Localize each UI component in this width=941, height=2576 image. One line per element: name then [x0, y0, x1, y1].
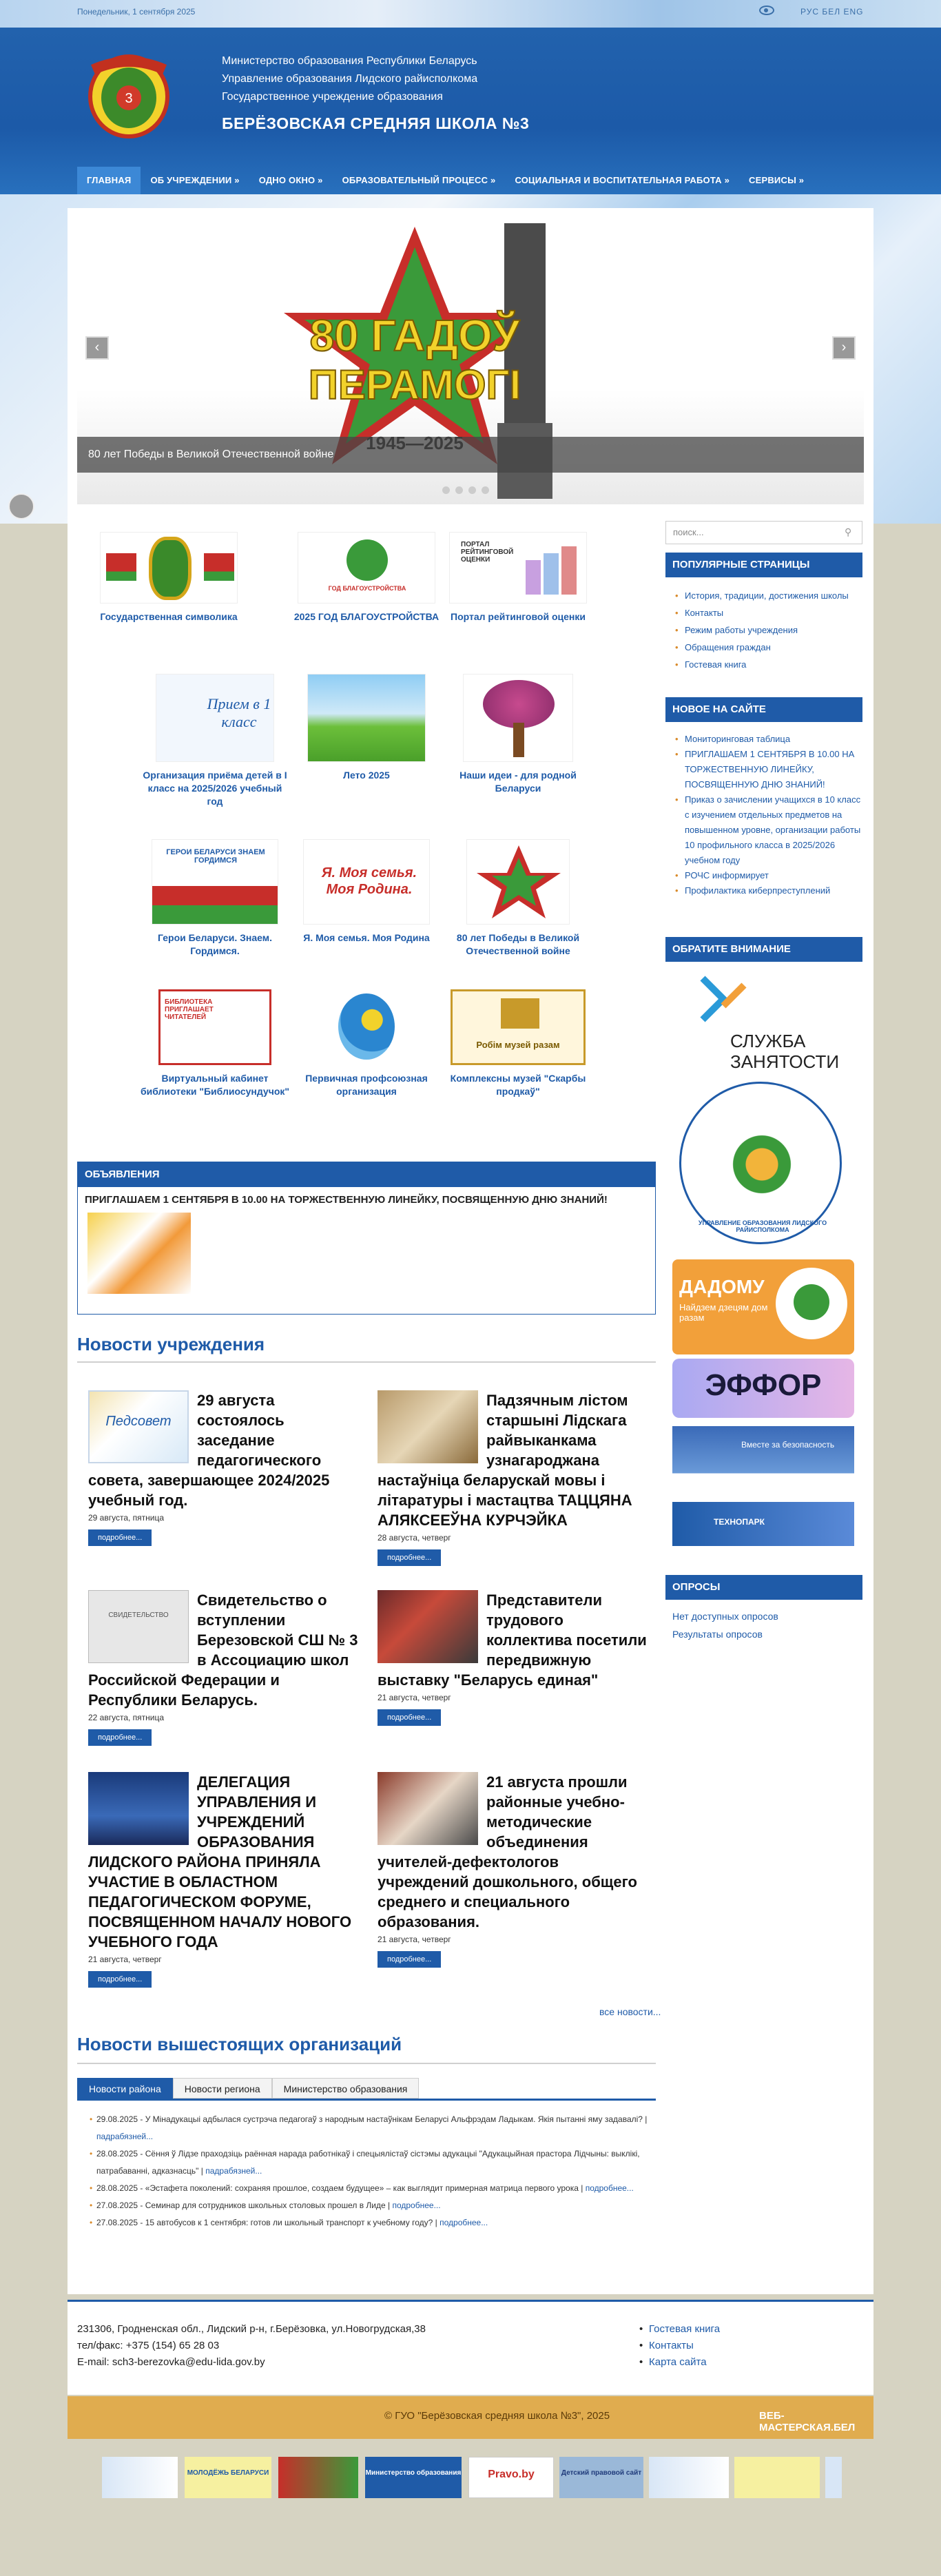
- list-item[interactable]: • 28.08.2025 - Сёння ў Лідзе праходзіць раённая нарада работнікаў і спецыялістаў сістэмы адукацыі "Адукацыйная прастора Лідчыны: выклікі, патрабаванні, адказнасць" | падрабязней...: [90, 2145, 661, 2180]
- nav-about[interactable]: ОБ УЧРЕЖДЕНИИ »: [150, 175, 240, 185]
- partner-banner-ministry[interactable]: Министерство образования: [365, 2457, 462, 2498]
- list-item[interactable]: • Контакты: [675, 604, 861, 621]
- list-item[interactable]: • Обращения граждан: [675, 639, 861, 656]
- tab-ministry-news[interactable]: Министерство образования: [272, 2078, 420, 2099]
- copyright-bar: [68, 2396, 873, 2439]
- news-title[interactable]: ДЕЛЕГАЦИЯ УПРАВЛЕНИЯ И УЧРЕЖДЕНИЙ ОБРАЗОВАНИЯ ЛИДСКОГО РАЙОНА ПРИНЯЛА УЧАСТИЕ В ОБЛАСТНОМ ПЕДАГОГИЧЕСКОМ ФОРУМЕ, ПОСВЯЩЕННОМ НАЧАЛУ НОВОГО УЧЕБНОГО ГОДА: [88, 1773, 352, 1950]
- slide-caption[interactable]: 80 лет Победы в Великой Отечественной войне: [77, 437, 864, 473]
- polls-header: ОПРОСЫ: [665, 1575, 862, 1600]
- tile-victory[interactable]: [442, 839, 594, 958]
- list-item[interactable]: • Режим работы учреждения: [675, 621, 861, 639]
- read-more-link[interactable]: подробнее...: [440, 2218, 488, 2227]
- nav-home[interactable]: ГЛАВНАЯ: [77, 167, 141, 194]
- news-more-button[interactable]: подробнее...: [88, 1971, 152, 1988]
- new-on-site-list: [675, 732, 861, 898]
- news-date: 29 августа, пятница: [88, 1513, 165, 1523]
- news-thumbnail[interactable]: Педсовет: [88, 1390, 189, 1463]
- news-more-button[interactable]: подробнее...: [378, 1549, 441, 1566]
- tab-district-news[interactable]: Новости района: [77, 2078, 173, 2099]
- effor-banner[interactable]: ЭФФОР: [672, 1359, 854, 1418]
- list-item[interactable]: • 27.08.2025 - 15 автобусов к 1 сентября: готов ли школьный транспорт к учебному году? | подробнее...: [90, 2214, 661, 2232]
- news-thumbnail[interactable]: [88, 1772, 189, 1845]
- news-item: [88, 1590, 364, 1746]
- partner-banner[interactable]: [734, 2457, 820, 2498]
- list-item[interactable]: • РОЧС информирует: [675, 868, 861, 883]
- nav-social[interactable]: СОЦИАЛЬНАЯ И ВОСПИТАТЕЛЬНАЯ РАБОТА »: [515, 175, 730, 185]
- tile-first-grade[interactable]: [139, 674, 291, 808]
- trade-union-image: [329, 989, 404, 1065]
- header-line-department: Управление образования Лидского райисполкома: [222, 73, 478, 85]
- read-more-link[interactable]: подробнее...: [585, 2183, 634, 2193]
- news-item: [88, 1390, 364, 1546]
- section-divider: [77, 2063, 656, 2064]
- popular-pages-header: ПОПУЛЯРНЫЕ СТРАНИЦЫ: [665, 553, 862, 577]
- dadomu-banner[interactable]: ДАДОМУ Найдзем дзецям дом разам: [672, 1259, 854, 1354]
- news-title[interactable]: Свидетельство о вступлении Березовской СШ № 3 в Ассоциацию школ Российской Федерации и Республики Беларусь.: [88, 1591, 358, 1709]
- family-image: Я. Моя семья. Моя Родина.: [303, 839, 430, 925]
- news-more-button[interactable]: подробнее...: [88, 1529, 152, 1546]
- slider-dot-1[interactable]: [442, 486, 450, 494]
- list-item[interactable]: • 28.08.2025 - «Эстафета поколений: сохраняя прошлое, создаем будущее» – как выглядит примерная матрица первого урока | подробнее...: [90, 2180, 661, 2197]
- education-department-banner[interactable]: УПРАВЛЕНИЕ ОБРАЗОВАНИЯ ЛИДСКОГО РАЙИСПОЛКОМА: [672, 1082, 854, 1254]
- tile-caption: Лето 2025: [343, 770, 390, 781]
- list-item[interactable]: • ПРИГЛАШАЕМ 1 СЕНТЯБРЯ В 10.00 НА ТОРЖЕСТВЕННУЮ ЛИНЕЙКУ, ПОСВЯЩЕННУЮ ДНЮ ЗНАНИЙ!: [675, 747, 861, 792]
- tile-family[interactable]: [291, 839, 442, 945]
- news-title[interactable]: 21 августа прошли районные учебно-методические объединения учителей-дефектологов учреждений дошкольного, общего среднего и специального образования.: [378, 1773, 637, 1930]
- nav-one-window[interactable]: ОДНО ОКНО »: [258, 175, 323, 185]
- nav-education[interactable]: ОБРАЗОВАТЕЛЬНЫЙ ПРОЦЕСС »: [342, 175, 496, 185]
- copyright-text: © ГУО "Берёзовская средняя школа №3", 2025: [384, 2410, 610, 2422]
- tile-museum[interactable]: [442, 989, 594, 1098]
- news-date: 28 августа, четверг: [378, 1533, 451, 1543]
- tile-caption: Государственная символика: [100, 611, 238, 622]
- read-more-link[interactable]: падрабязней...: [205, 2166, 262, 2176]
- list-item[interactable]: • История, традиции, достижения школы: [675, 587, 861, 604]
- higher-orgs-news-title: Новости вышестоящих организаций: [77, 2034, 402, 2054]
- news-date: 22 августа, пятница: [88, 1713, 165, 1722]
- all-news-link[interactable]: все новости...: [599, 2006, 661, 2017]
- slider-prev-button[interactable]: ‹: [85, 336, 109, 360]
- partner-banner-youth[interactable]: МОЛОДЁЖЬ БЕЛАРУСИ: [185, 2457, 271, 2498]
- section-divider: [77, 1361, 656, 1363]
- announcement-image: [87, 1213, 191, 1294]
- announcements-header: ОБЪЯВЛЕНИЯ: [78, 1162, 655, 1187]
- slider-dots: [442, 486, 489, 494]
- tile-caption: Герои Беларуси. Знаем. Гордимся.: [158, 932, 272, 956]
- our-ideas-image: [463, 674, 573, 762]
- tile-summer[interactable]: [291, 674, 442, 782]
- footer: [68, 2300, 873, 2395]
- news-thumbnail[interactable]: [378, 1772, 478, 1845]
- technopark-banner[interactable]: ТЕХНОПАРК: [672, 1502, 854, 1546]
- search-input[interactable]: поиск...: [665, 521, 862, 544]
- footer-link-contacts[interactable]: Контакты: [649, 2340, 694, 2351]
- higher-orgs-news-list: [90, 2111, 661, 2232]
- tile-heroes[interactable]: [139, 839, 291, 958]
- footer-address: 231306, Гродненская обл., Лидский р-н, г.Берёзовка, ул.Новогрудская,38: [77, 2323, 426, 2335]
- list-item[interactable]: • Мониторинговая таблица: [675, 732, 861, 747]
- tile-caption: Портал рейтинговой оценки: [451, 611, 586, 622]
- no-polls-text: Нет доступных опросов: [672, 1611, 778, 1622]
- web-studio-link[interactable]: ВЕБ-МАСТЕРСКАЯ.БЕЛ: [759, 2410, 856, 2433]
- news-thumbnail[interactable]: [378, 1390, 478, 1463]
- header-line-ministry: Министерство образования Республики Беларусь: [222, 55, 477, 67]
- news-more-button[interactable]: подробнее...: [378, 1709, 441, 1726]
- tile-caption: Организация приёма детей в I класс на 2025/2026 учебный год: [143, 770, 287, 807]
- list-item[interactable]: • Профилактика киберпреступлений: [675, 883, 861, 898]
- tile-state-symbols[interactable]: [93, 532, 245, 624]
- victory-banner-line1: 80 ГАДОЎ: [309, 311, 520, 360]
- slider-next-button[interactable]: ›: [832, 336, 856, 360]
- partner-banner-kids-law[interactable]: Детский правовой сайт: [559, 2457, 643, 2498]
- higher-orgs-tabs: [77, 2078, 419, 2099]
- popular-pages-list: [675, 587, 861, 673]
- list-item[interactable]: • 29.08.2025 - У Мінадукацыі адбылася сустрэча педагогаў з народным настаўнікам Беларусі Альфрэдам Ладыкам. Якія пытанні яму задавалі? | падрабязней...: [90, 2111, 661, 2145]
- news-title[interactable]: Представители трудового коллектива посетили передвижную выставку "Беларусь единая": [378, 1591, 647, 1689]
- employment-service-banner[interactable]: СЛУЖБА ЗАНЯТОСТИ: [672, 971, 854, 1075]
- museum-image: Робім музей разам: [451, 989, 586, 1065]
- site-title[interactable]: БЕРЁЗОВСКАЯ СРЕДНЯЯ ШКОЛА №3: [222, 114, 530, 132]
- tab-region-news[interactable]: Новости региона: [173, 2078, 272, 2099]
- header-line-institution: Государственное учреждение образования: [222, 91, 443, 103]
- footer-contacts: [77, 2321, 426, 2371]
- footer-email[interactable]: E-mail: sch3-berezovka@edu-lida.gov.by: [77, 2356, 265, 2368]
- footer-link-guestbook[interactable]: Гостевая книга: [649, 2323, 721, 2335]
- news-date: 21 августа, четверг: [88, 1955, 162, 1964]
- new-on-site-header: НОВОЕ НА САЙТЕ: [665, 697, 862, 722]
- nav-services[interactable]: СЕРВИСЫ »: [749, 175, 805, 185]
- heroes-image: ГЕРОИ БЕЛАРУСИ ЗНАЕМ ГОРДИМСЯ: [152, 839, 278, 925]
- news-title[interactable]: Падзячным лістом старшыні Лідскага райвыканкама узнагароджана настаўніца беларускай мовы і літаратуры і мастацтва ТАЦЦЯНА АЛЯКСЕЕЎНА КУРЧЭЙКА: [378, 1392, 632, 1529]
- tile-caption: Первичная профсоюзная организация: [305, 1073, 428, 1097]
- slider-dot-4[interactable]: [482, 486, 489, 494]
- poll-results-link[interactable]: Результаты опросов: [672, 1629, 763, 1640]
- tile-library[interactable]: [139, 989, 291, 1098]
- state-emblem-image: [100, 532, 238, 604]
- first-grade-image: Прием в 1 класс: [156, 674, 274, 762]
- news-thumbnail[interactable]: [378, 1590, 478, 1663]
- school-emblem-logo[interactable]: [81, 45, 176, 142]
- svg-text:3: 3: [125, 91, 133, 106]
- read-more-link[interactable]: падрабязней...: [96, 2132, 154, 2141]
- slider-dot-2[interactable]: [455, 486, 463, 494]
- news-item: [378, 1590, 653, 1726]
- victory-tile-image: [466, 839, 570, 925]
- library-image: БИБЛИОТЕКА ПРИГЛАШАЕТ ЧИТАТЕЛЕЙ: [158, 989, 271, 1065]
- safety-banner[interactable]: Вместе за безопасность: [672, 1426, 854, 1494]
- announcements-box: [77, 1162, 656, 1315]
- read-more-link[interactable]: подробнее...: [392, 2201, 441, 2210]
- tile-caption: Я. Моя семья. Моя Родина: [303, 932, 430, 943]
- partner-banner-pravo[interactable]: Pravo.by: [468, 2457, 554, 2498]
- announcement-text[interactable]: ПРИГЛАШАЕМ 1 СЕНТЯБРЯ В 10.00 НА ТОРЖЕСТВЕННУЮ ЛИНЕЙКУ, ПОСВЯЩЕННУЮ ДНЮ ЗНАНИЙ!: [85, 1194, 608, 1206]
- news-item: [378, 1390, 653, 1566]
- current-date: Понедельник, 1 сентября 2025: [77, 7, 196, 17]
- institution-news-title: Новости учреждения: [77, 1334, 265, 1354]
- footer-link-sitemap[interactable]: Карта сайта: [649, 2356, 707, 2368]
- eye-icon[interactable]: [759, 6, 774, 15]
- list-item[interactable]: • 27.08.2025 - Семинар для сотрудников школьных столовых прошел в Лиде | подробнее...: [90, 2197, 661, 2214]
- news-item: [378, 1772, 653, 1968]
- tile-caption: Наши идеи - для родной Беларуси: [459, 770, 577, 794]
- slider: [77, 216, 864, 504]
- victory-banner-line2: ПЕРАМОГІ: [308, 362, 521, 408]
- tile-caption: 2025 ГОД БЛАГОУСТРОЙСТВА: [293, 611, 440, 622]
- tile-caption: Комплексны музей "Скарбы продкаў": [450, 1073, 586, 1097]
- attention-header: ОБРАТИТЕ ВНИМАНИЕ: [665, 937, 862, 962]
- news-date: 21 августа, четверг: [378, 1693, 451, 1702]
- tile-trade-union[interactable]: [291, 989, 442, 1098]
- partner-banner[interactable]: [649, 2457, 729, 2498]
- language-switcher[interactable]: РУС БЕЛ ENG: [800, 7, 864, 17]
- tile-year-improvement[interactable]: [291, 532, 442, 624]
- news-date: 21 августа, четверг: [378, 1935, 451, 1944]
- tile-caption: Виртуальный кабинет библиотеки "Библиосундучок": [140, 1073, 290, 1097]
- year-improvement-image: ГОД БЛАГОУСТРОЙСТВА: [298, 532, 435, 604]
- partner-banner[interactable]: [278, 2457, 358, 2498]
- tile-caption: 80 лет Победы в Великой Отечественной войне: [456, 932, 580, 956]
- main-nav: [77, 167, 814, 194]
- partner-banner[interactable]: [102, 2457, 178, 2498]
- news-more-button[interactable]: подробнее...: [378, 1951, 441, 1968]
- footer-phone: тел/факс: +375 (154) 65 28 03: [77, 2340, 220, 2351]
- summer-image: [307, 674, 426, 762]
- tile-rating-portal[interactable]: [442, 532, 594, 624]
- partner-banner[interactable]: [825, 2457, 842, 2498]
- list-item[interactable]: • Приказ о зачислении учащихся в 10 класс с изучением отдельных предметов на повышенном уровне, организации работы 10 профильного класса в 2025/2026 учебном году: [675, 792, 861, 868]
- rating-portal-image: ПОРТАЛ РЕЙТИНГОВОЙ ОЦЕНКИ: [449, 532, 587, 604]
- news-item: [88, 1772, 364, 1988]
- slider-dot-3[interactable]: [468, 486, 476, 494]
- news-title[interactable]: 29 августа состоялось заседание педагогического совета, завершающее 2024/2025 учебный год.: [88, 1392, 330, 1509]
- news-thumbnail[interactable]: СВИДЕТЕЛЬСТВО: [88, 1590, 189, 1663]
- list-item[interactable]: • Гостевая книга: [675, 656, 861, 673]
- search-icon[interactable]: ⚲: [845, 526, 852, 537]
- footer-links: [639, 2321, 720, 2371]
- tile-our-ideas[interactable]: [442, 674, 594, 795]
- accessibility-icon[interactable]: [8, 493, 34, 519]
- news-more-button[interactable]: подробнее...: [88, 1729, 152, 1746]
- tabs-underline: [77, 2099, 656, 2101]
